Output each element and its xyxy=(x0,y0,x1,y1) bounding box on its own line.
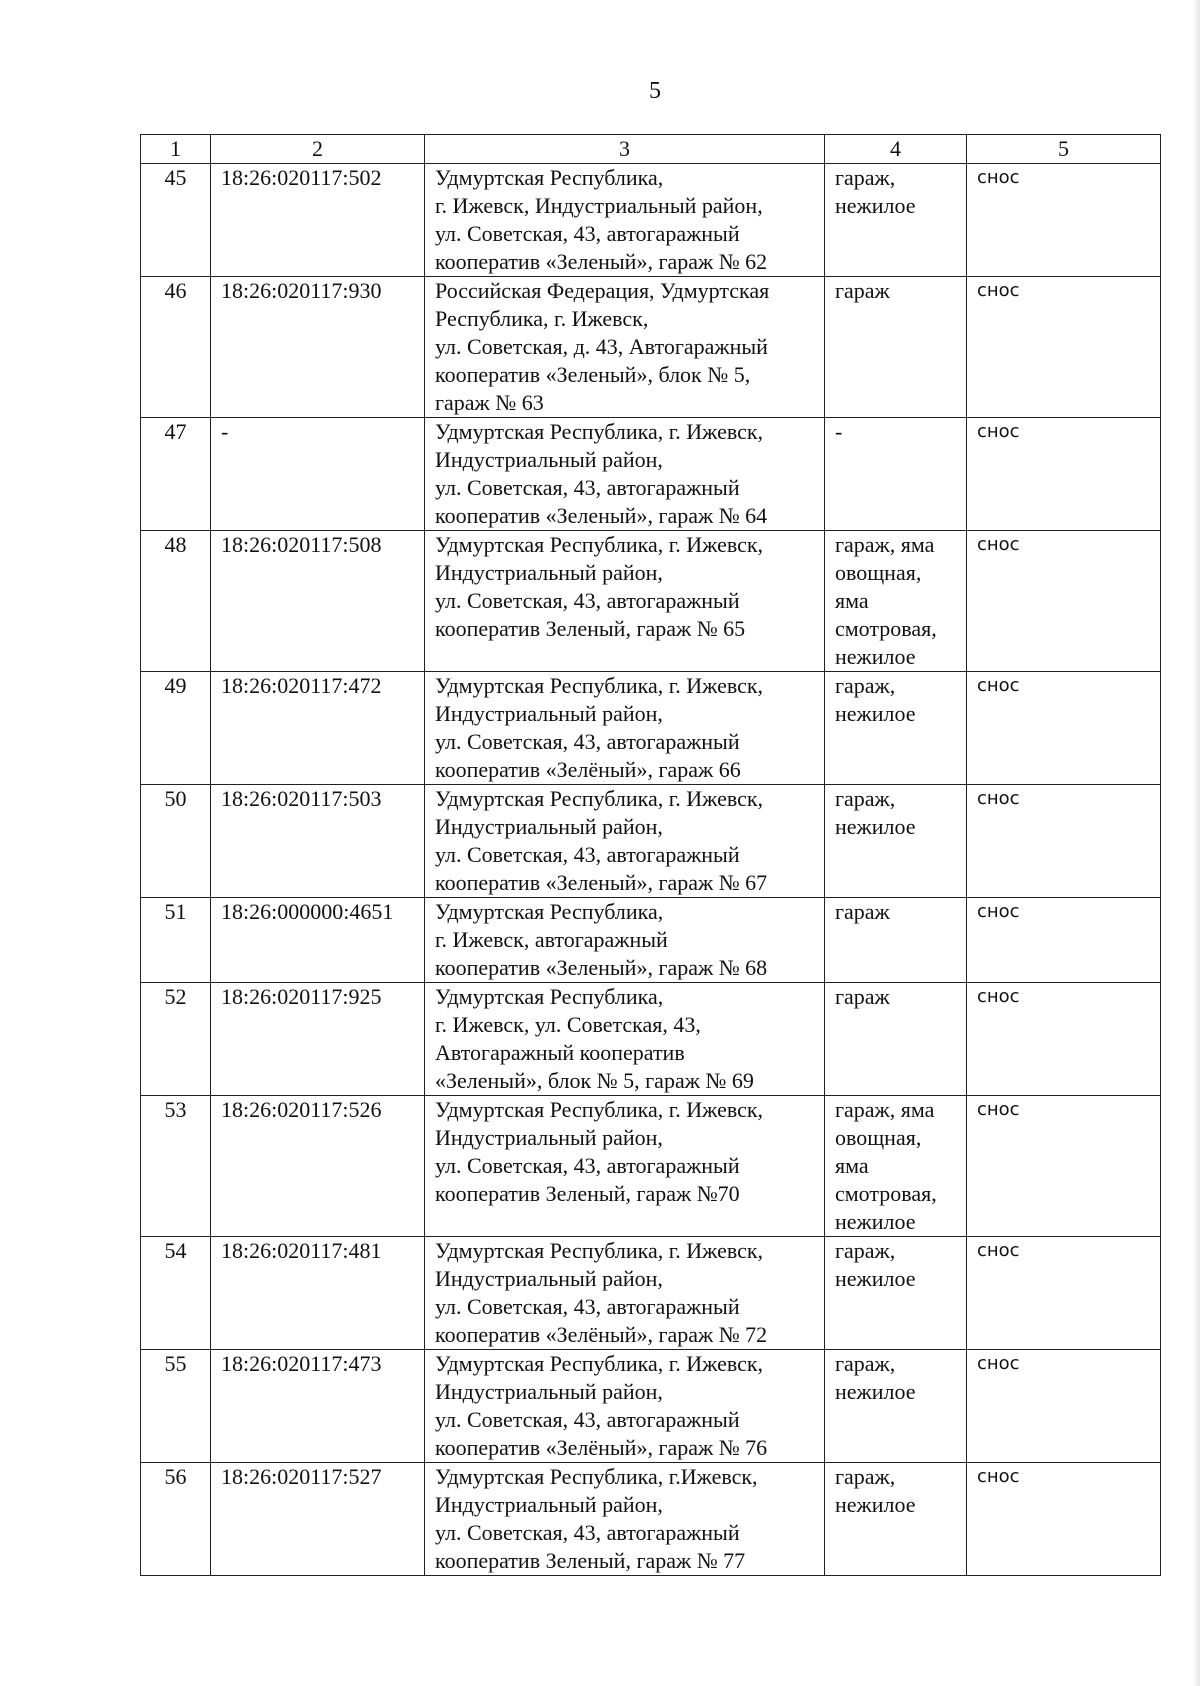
table-row xyxy=(141,1096,1161,1237)
object-type: гараж, яма овощная, яма смотровая, нежилое xyxy=(825,531,967,672)
column-header-4: 4 xyxy=(825,135,967,164)
table-header-row xyxy=(141,135,1161,164)
cadastral-number: 18:26:020117:473 xyxy=(211,1350,425,1463)
cadastral-number: 18:26:020117:472 xyxy=(211,672,425,785)
object-type: гараж, нежилое xyxy=(825,164,967,277)
object-address: Удмуртская Республика, г. Ижевск, Индустриальный район, ул. Советская, 43, автогаражный кооператив «Зелёный», гараж № 72 xyxy=(425,1237,825,1350)
object-type: - xyxy=(825,418,967,531)
table-row xyxy=(141,983,1161,1096)
planned-action: снос xyxy=(967,785,1161,898)
cadastral-number: 18:26:020117:502 xyxy=(211,164,425,277)
object-type: гараж, нежилое xyxy=(825,1350,967,1463)
object-type: гараж, яма овощная, яма смотровая, нежилое xyxy=(825,1096,967,1237)
planned-action: снос xyxy=(967,898,1161,983)
object-type: гараж, нежилое xyxy=(825,1463,967,1576)
planned-action: снос xyxy=(967,1350,1161,1463)
object-type: гараж, нежилое xyxy=(825,672,967,785)
table-row xyxy=(141,1350,1161,1463)
row-number: 50 xyxy=(141,785,211,898)
planned-action: снос xyxy=(967,418,1161,531)
planned-action: снос xyxy=(967,277,1161,418)
table-row xyxy=(141,1237,1161,1350)
column-header-5: 5 xyxy=(967,135,1161,164)
object-type: гараж xyxy=(825,898,967,983)
table-row xyxy=(141,164,1161,277)
garage-registry-table xyxy=(140,134,1161,1576)
cadastral-number: 18:26:020117:925 xyxy=(211,983,425,1096)
table-row xyxy=(141,531,1161,672)
row-number: 51 xyxy=(141,898,211,983)
row-number: 52 xyxy=(141,983,211,1096)
table-row xyxy=(141,418,1161,531)
row-number: 53 xyxy=(141,1096,211,1237)
row-number: 46 xyxy=(141,277,211,418)
object-address: Удмуртская Республика, г. Ижевск, Индустриальный район, ул. Советская, 43, автогаражный кооператив «Зеленый», гараж № 67 xyxy=(425,785,825,898)
column-header-2: 2 xyxy=(211,135,425,164)
column-header-1: 1 xyxy=(141,135,211,164)
object-address: Удмуртская Республика, г.Ижевск, Индустриальный район, ул. Советская, 43, автогаражный кооператив Зеленый, гараж № 77 xyxy=(425,1463,825,1576)
object-address: Российская Федерация, Удмуртская Республика, г. Ижевск, ул. Советская, д. 43, Автогаражный кооператив «Зеленый», блок № 5, гараж № 63 xyxy=(425,277,825,418)
planned-action: снос xyxy=(967,531,1161,672)
table-body xyxy=(141,164,1161,1576)
cadastral-number: 18:26:020117:503 xyxy=(211,785,425,898)
table-row xyxy=(141,672,1161,785)
object-address: Удмуртская Республика, г. Ижевск, Индустриальный район, ул. Советская, 43, автогаражный кооператив Зеленый, гараж № 65 xyxy=(425,531,825,672)
row-number: 48 xyxy=(141,531,211,672)
cadastral-number: 18:26:020117:508 xyxy=(211,531,425,672)
object-type: гараж xyxy=(825,277,967,418)
object-address: Удмуртская Республика, г. Ижевск, Индустриальный район, ул. Советская, 43, автогаражный кооператив «Зелёный», гараж № 76 xyxy=(425,1350,825,1463)
row-number: 49 xyxy=(141,672,211,785)
row-number: 56 xyxy=(141,1463,211,1576)
object-type: гараж, нежилое xyxy=(825,1237,967,1350)
object-address: Удмуртская Республика, г. Ижевск, Индустриальный район, ул. Советская, 43, автогаражный кооператив «Зеленый», гараж № 64 xyxy=(425,418,825,531)
cadastral-number: 18:26:020117:481 xyxy=(211,1237,425,1350)
object-address: Удмуртская Республика, г. Ижевск, ул. Советская, 43, Автогаражный кооператив «Зеленый», блок № 5, гараж № 69 xyxy=(425,983,825,1096)
row-number: 54 xyxy=(141,1237,211,1350)
table-row xyxy=(141,277,1161,418)
object-address: Удмуртская Республика, г. Ижевск, автогаражный кооператив «Зеленый», гараж № 68 xyxy=(425,898,825,983)
planned-action: снос xyxy=(967,1463,1161,1576)
row-number: 55 xyxy=(141,1350,211,1463)
planned-action: снос xyxy=(967,983,1161,1096)
table-row xyxy=(141,785,1161,898)
row-number: 47 xyxy=(141,418,211,531)
scan-edge-shadow xyxy=(1192,0,1200,1686)
cadastral-number: 18:26:020117:527 xyxy=(211,1463,425,1576)
page-number: 5 xyxy=(649,78,661,104)
cadastral-number: - xyxy=(211,418,425,531)
cadastral-number: 18:26:000000:4651 xyxy=(211,898,425,983)
planned-action: снос xyxy=(967,1096,1161,1237)
table-row xyxy=(141,1463,1161,1576)
object-address: Удмуртская Республика, г. Ижевск, Индустриальный район, ул. Советская, 43, автогаражный кооператив «Зеленый», гараж № 62 xyxy=(425,164,825,277)
cadastral-number: 18:26:020117:930 xyxy=(211,277,425,418)
planned-action: снос xyxy=(967,1237,1161,1350)
row-number: 45 xyxy=(141,164,211,277)
planned-action: снос xyxy=(967,672,1161,785)
object-address: Удмуртская Республика, г. Ижевск, Индустриальный район, ул. Советская, 43, автогаражный кооператив «Зелёный», гараж 66 xyxy=(425,672,825,785)
cadastral-number: 18:26:020117:526 xyxy=(211,1096,425,1237)
object-type: гараж, нежилое xyxy=(825,785,967,898)
object-type: гараж xyxy=(825,983,967,1096)
table-row xyxy=(141,898,1161,983)
planned-action: снос xyxy=(967,164,1161,277)
object-address: Удмуртская Республика, г. Ижевск, Индустриальный район, ул. Советская, 43, автогаражный кооператив Зеленый, гараж №70 xyxy=(425,1096,825,1237)
column-header-3: 3 xyxy=(425,135,825,164)
